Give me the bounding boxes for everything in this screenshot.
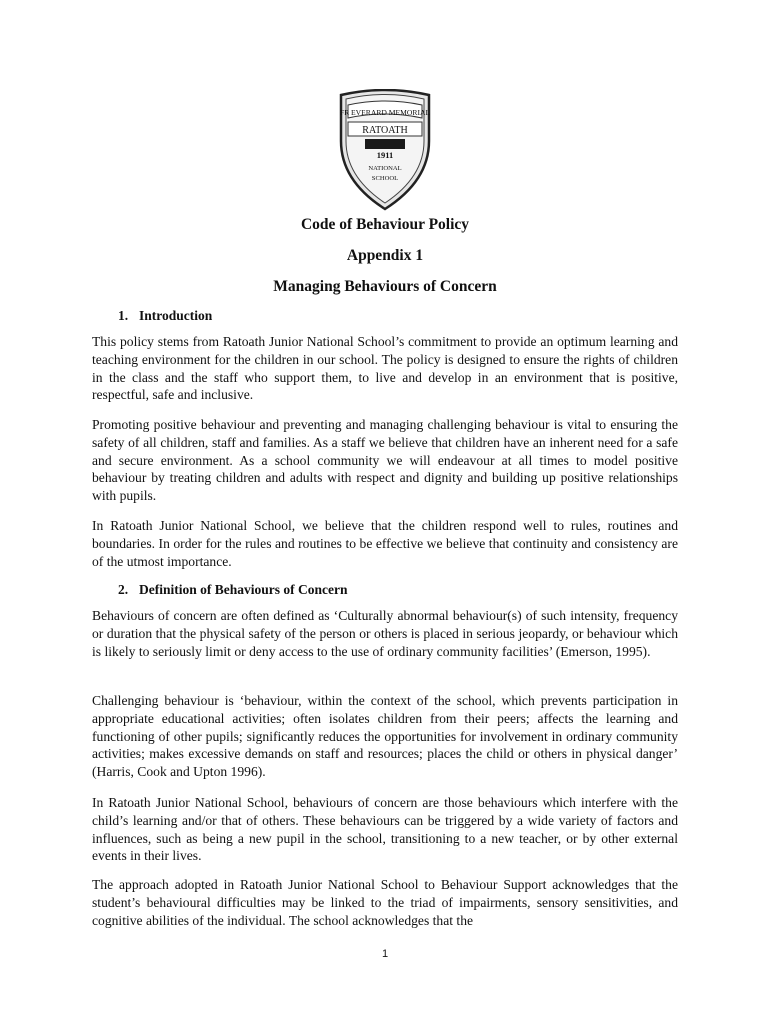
section-title: Introduction <box>139 308 213 323</box>
crest-text-ratoath: RATOATH <box>362 125 408 136</box>
crest-text-memorial: FR EVERARD MEMORIAL <box>339 108 431 117</box>
section-heading-definition <box>118 582 348 598</box>
paragraph: The approach adopted in Ratoath Junior National School to Behaviour Support acknowledges that the student’s behavioural difficulties may be linked to the triad of impairments, sensory sensitivities, and cognitive abilities of the individual. The school acknowledges that the <box>92 877 678 928</box>
paragraph: Behaviours of concern are often defined as ‘Culturally abnormal behaviour(s) of such intensity, frequency or duration that the physical safety of the person or others is placed in serious jeopardy, or behaviour which is likely to seriously limit or deny access to the use of ordinary community facilities’ (Emerson, 1995). <box>92 608 678 659</box>
paragraph: This policy stems from Ratoath Junior National School’s commitment to provide an optimum learning and teaching environment for the children in our school. The policy is designed to ensure the rights of children in the class and the staff who support them, to live and develop in an environment that is positive, respectful, safe and inclusive. <box>92 334 678 403</box>
document-heading: Managing Behaviours of Concern <box>273 278 497 295</box>
crest-text-year: 1911 <box>376 150 394 160</box>
paragraph: Promoting positive behaviour and preventing and managing challenging behaviour is vital to ensuring the safety of all children, staff and families. As a staff we believe that children have an inherent need for a safe and secure environment. As a school community we will endeavour at all times to model positive behaviour by treating children and adults with respect and dignity and building up positive relationships with pupils. <box>92 417 678 504</box>
school-crest-icon <box>335 89 435 211</box>
section-title: Definition of Behaviours of Concern <box>139 582 348 597</box>
section-number: 1. <box>118 308 129 323</box>
page-number: 1 <box>381 948 389 960</box>
crest-text-national: NATIONAL <box>368 165 402 172</box>
paragraph: In Ratoath Junior National School, we believe that the children respond well to rules, routines and boundaries. In order for the rules and routines to be effective we believe that continuity and consistency are of the utmost importance. <box>92 518 678 569</box>
paragraph: In Ratoath Junior National School, behaviours of concern are those behaviours which interfere with the child’s learning and/or that of others. These behaviours can be triggered by a wide variety of factors and influences, such as being a new pupil in the school, transitioning to a new teacher, or by other external events in their lives. <box>92 795 678 864</box>
paragraph: Challenging behaviour is ‘behaviour, within the context of the school, which prevents participation in appropriate educational activities; often isolates children from their peers; affects the learning and functioning of other pupils; significantly reduces the opportunities for involvement in ordinary community activities; makes excessive demands on staff and resources; places the child or others in physical danger’ (Harris, Cook and Upton 1996). <box>92 693 678 780</box>
document-title: Code of Behaviour Policy <box>300 216 470 233</box>
crest-text-school: SCHOOL <box>371 175 399 182</box>
section-heading-introduction <box>118 308 212 324</box>
section-number: 2. <box>118 582 129 597</box>
document-subtitle: Appendix 1 <box>346 247 424 264</box>
